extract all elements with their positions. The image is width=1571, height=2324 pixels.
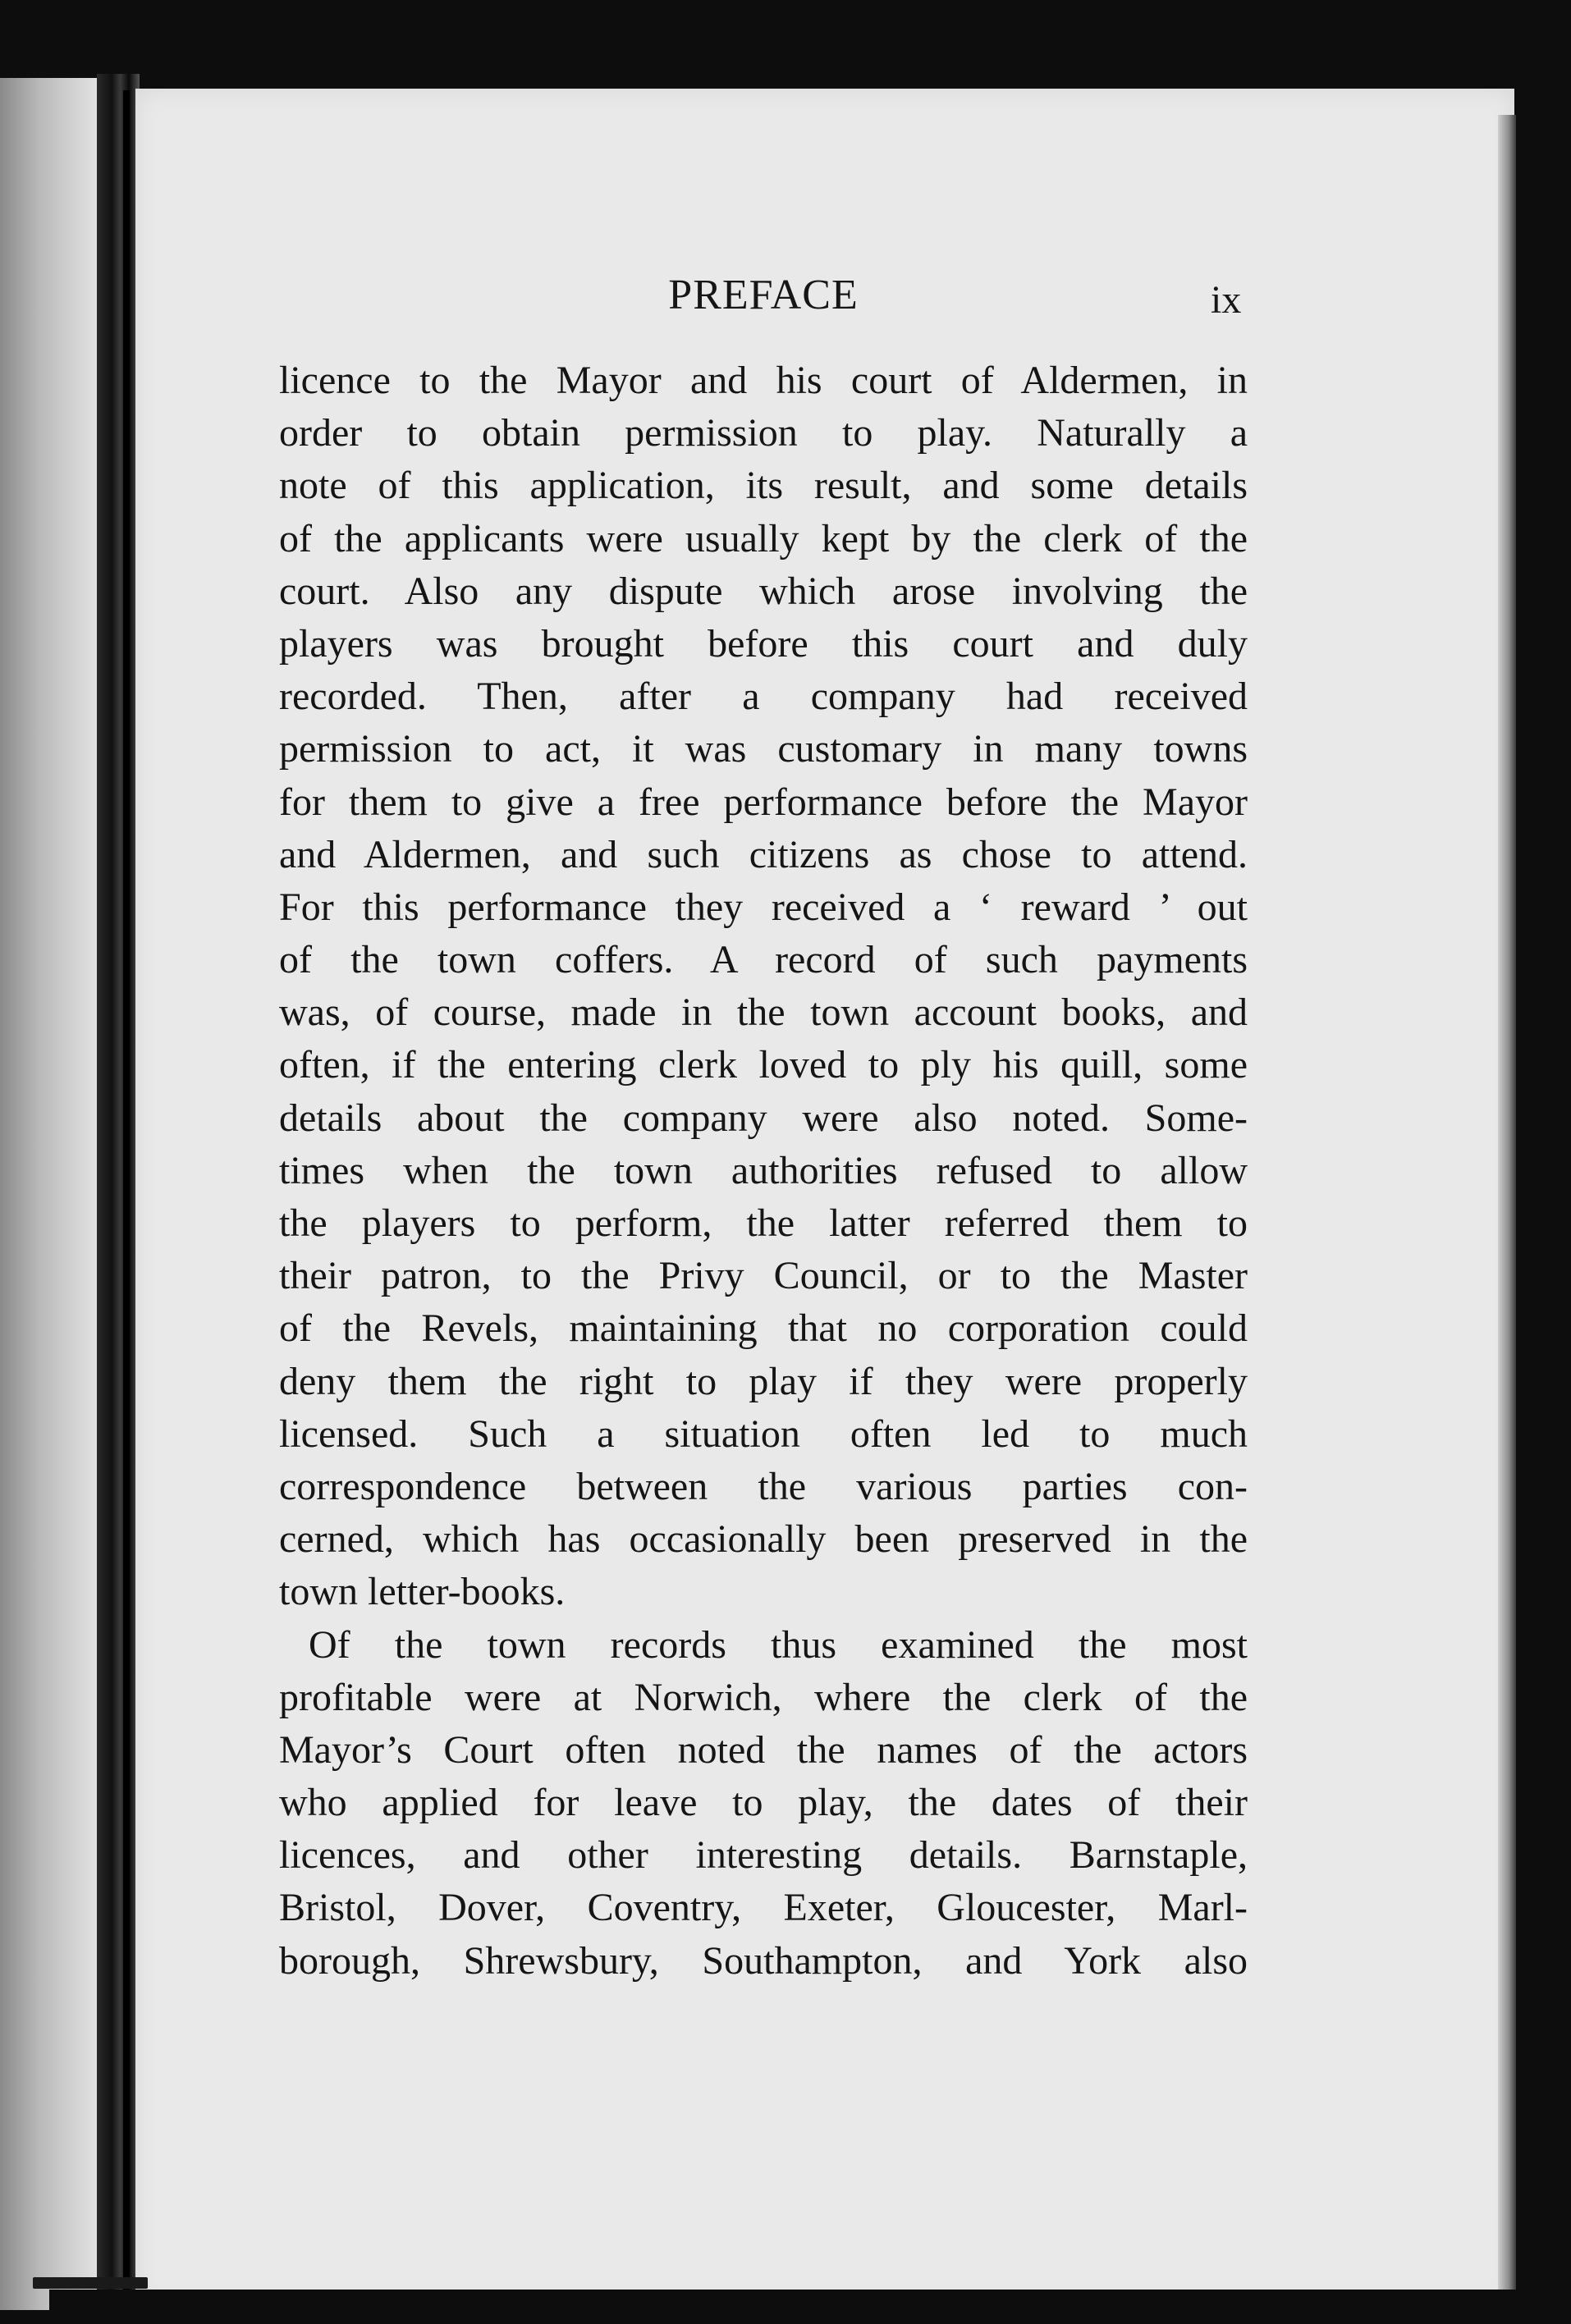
paragraph-2 [279,1619,1248,1988]
facing-page-edge [0,78,98,2310]
text-line: of the town coffers. A record of such payments [279,938,1248,982]
text-line: profitable were at Norwich, where the clerk of the [279,1675,1248,1719]
text-line: Bristol, Dover, Coventry, Exeter, Gloucester, Marl- [279,1886,1248,1930]
gutter-shadow-line [123,90,130,2290]
text-line: licences, and other interesting details. Barnstaple, [279,1833,1248,1878]
text-line: the players to perform, the latter referred them to [279,1201,1248,1245]
text-line: often, if the entering clerk loved to ply his quill, some [279,1043,1248,1087]
text-line: recorded. Then, after a company had received [279,675,1248,719]
body-text [279,355,1248,1988]
running-head: PREFACE [668,272,859,318]
text-line: permission to act, it was customary in many towns [279,727,1248,771]
text-line: and Aldermen, and such citizens as chose to attend. [279,832,1248,876]
text-line: details about the company were also noted. Some- [279,1096,1248,1140]
text-line: For this performance they received a ‘ reward ’ out [279,885,1248,929]
text-line: town letter-books. [279,1570,566,1614]
text-line: correspondence between the various parties con- [279,1464,1248,1508]
text-line: players was brought before this court and duly [279,621,1248,666]
text-line: who applied for leave to play, the dates of their [279,1781,1248,1825]
page-right-edge [1498,115,1516,2306]
text-line: cerned, which has occasionally been preserved in the [279,1517,1248,1562]
text-line: borough, Shrewsbury, Southampton, and York also [279,1938,1248,1983]
text-line: court. Also any dispute which arose involving the [279,569,1248,613]
book-gutter [97,74,140,2306]
text-line: for them to give a free performance before the Mayor [279,780,1248,824]
text-line: deny them the right to play if they were properly [279,1359,1248,1403]
text-line: licensed. Such a situation often led to much [279,1411,1248,1456]
text-line: Mayor’s Court often noted the names of the actors [279,1727,1248,1772]
text-line: was, of course, made in the town account books, and [279,990,1248,1035]
text-line: of the Revels, maintaining that no corporation could [279,1306,1248,1351]
text-line: licence to the Mayor and his court of Aldermen, in [279,359,1248,402]
paragraph-1 [279,355,1248,1619]
page-header [279,271,1248,328]
text-line: order to obtain permission to play. Naturally a [279,411,1248,455]
text-line: times when the town authorities refused to allow [279,1148,1248,1192]
text-line: note of this application, its result, and some details [279,464,1248,508]
text-line: Of the town records thus examined the most [309,1622,1248,1667]
page-number: ix [1211,278,1242,322]
spine-bottom-edge [33,2277,148,2289]
text-line: of the applicants were usually kept by the clerk of the [279,516,1248,560]
bottom-shadow [49,2290,1527,2324]
text-line: their patron, to the Privy Council, or to the Master [279,1254,1248,1298]
